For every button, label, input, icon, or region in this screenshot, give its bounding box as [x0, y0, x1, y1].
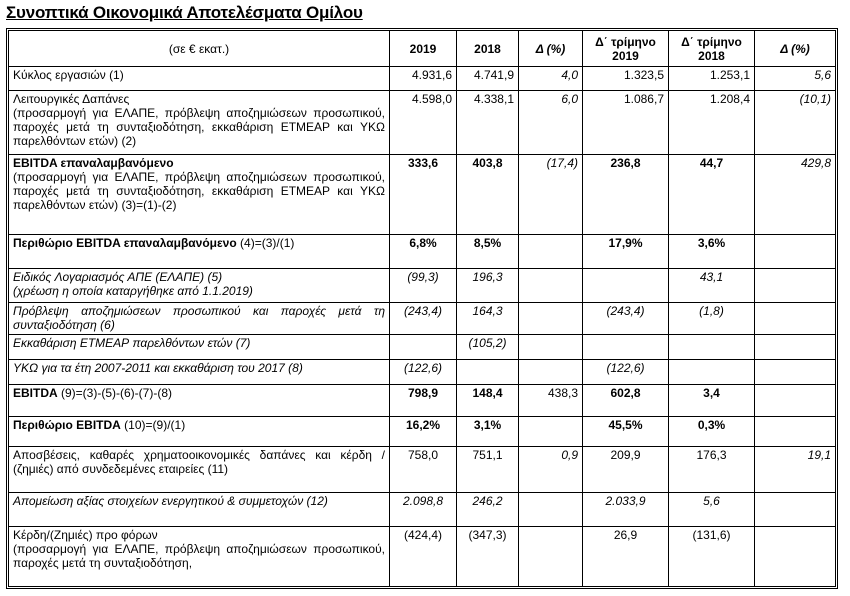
value-delta-q [755, 269, 836, 303]
unit-header: (σε € εκατ.) [9, 31, 390, 67]
value-2018: 4.338,1 [457, 91, 519, 155]
table-row [9, 155, 836, 235]
row-label [9, 155, 390, 235]
value-2019: (424,4) [390, 527, 457, 587]
page-title: Συνοπτικά Οικονομικά Αποτελέσματα Ομίλου [6, 3, 363, 22]
value-2019 [390, 335, 457, 360]
row-title: EBITDA επαναλαμβανόμενο [13, 156, 174, 170]
value-q4-2019: 602,8 [583, 385, 669, 417]
value-delta-q [755, 385, 836, 417]
col-header-q4-2018: Δ΄ τρίμηνο 2018 [669, 31, 755, 67]
value-delta [519, 493, 583, 527]
value-q4-2018: 44,7 [669, 155, 755, 235]
value-2018: 164,3 [457, 303, 519, 335]
row-suffix: (10)=(9)/(1) [120, 418, 186, 432]
value-2019: (99,3) [390, 269, 457, 303]
value-q4-2019: 26,9 [583, 527, 669, 587]
value-delta-q [755, 527, 836, 587]
row-label [9, 235, 390, 269]
value-delta [519, 235, 583, 269]
value-2018: 8,5% [457, 235, 519, 269]
value-delta-q: 19,1 [755, 447, 836, 493]
col-header-delta-q: Δ (%) [755, 31, 836, 67]
value-delta [519, 527, 583, 587]
table-row [9, 493, 836, 527]
value-q4-2018: 3,6% [669, 235, 755, 269]
row-title: EBITDA [13, 386, 58, 400]
table-row [9, 303, 836, 335]
col-header-2019: 2019 [390, 31, 457, 67]
value-delta [519, 269, 583, 303]
value-2018: (105,2) [457, 335, 519, 360]
value-q4-2019: (243,4) [583, 303, 669, 335]
value-q4-2018: 43,1 [669, 269, 755, 303]
table-row [9, 335, 836, 360]
row-label: Αποσβέσεις, καθαρές χρηματοοικονομικές δαπάνες και κέρδη / (ζημιές) από συνδεδεμένες εταιρείες (11) [9, 447, 390, 493]
row-suffix: (9)=(3)-(5)-(6)-(7)-(8) [57, 386, 172, 400]
value-delta-q [755, 335, 836, 360]
value-q4-2019: (122,6) [583, 360, 669, 385]
row-label [9, 385, 390, 417]
value-2019: (122,6) [390, 360, 457, 385]
value-q4-2019: 236,8 [583, 155, 669, 235]
value-delta-q [755, 493, 836, 527]
value-2018: (347,3) [457, 527, 519, 587]
row-label: Πρόβλεψη αποζημιώσεων προσωπικού και παροχές μετά τη συνταξιοδότηση (6) [9, 303, 390, 335]
value-delta-q [755, 303, 836, 335]
value-2019: (243,4) [390, 303, 457, 335]
value-delta: 6,0 [519, 91, 583, 155]
value-delta-q [755, 235, 836, 269]
value-delta: (17,4) [519, 155, 583, 235]
value-q4-2018: (1,8) [669, 303, 755, 335]
value-q4-2018: 1.208,4 [669, 91, 755, 155]
value-delta-q: 5,6 [755, 67, 836, 91]
table-row [9, 269, 836, 303]
value-2018 [457, 360, 519, 385]
value-2018: 246,2 [457, 493, 519, 527]
value-delta [519, 303, 583, 335]
value-delta-q [755, 417, 836, 447]
value-2019: 758,0 [390, 447, 457, 493]
value-2018: 196,3 [457, 269, 519, 303]
value-q4-2018: 0,3% [669, 417, 755, 447]
row-label: Απομείωση αξίας στοιχείων ενεργητικού & συμμετοχών (12) [9, 493, 390, 527]
row-label [9, 417, 390, 447]
value-delta-q [755, 360, 836, 385]
value-q4-2019: 17,9% [583, 235, 669, 269]
col-header-q4-2019: Δ΄ τρίμηνο 2019 [583, 31, 669, 67]
value-q4-2018: 5,6 [669, 493, 755, 527]
value-delta-q: 429,8 [755, 155, 836, 235]
value-q4-2019: 45,5% [583, 417, 669, 447]
col-header-delta: Δ (%) [519, 31, 583, 67]
table-row [9, 360, 836, 385]
value-2019: 4.931,6 [390, 67, 457, 91]
value-q4-2019: 1.323,5 [583, 67, 669, 91]
table-row [9, 417, 836, 447]
value-2019: 2.098,8 [390, 493, 457, 527]
value-2019: 4.598,0 [390, 91, 457, 155]
row-title: Περιθώριο EBITDA επαναλαμβανόμενο [13, 236, 237, 250]
table-row [9, 91, 836, 155]
row-title: Περιθώριο EBITDA [13, 418, 121, 432]
value-q4-2019 [583, 335, 669, 360]
row-note: (προσαρμογή για ΕΛΑΠΕ, πρόβλεψη αποζημιώσεων προσωπικού, παροχές μετά τη συνταξιοδότηση, [13, 542, 385, 570]
value-q4-2018 [669, 335, 755, 360]
row-label [9, 91, 390, 155]
value-2018: 4.741,9 [457, 67, 519, 91]
row-label [9, 269, 390, 303]
value-delta [519, 360, 583, 385]
row-label [9, 527, 390, 587]
col-header-2018: 2018 [457, 31, 519, 67]
table-row [9, 67, 836, 91]
row-title: Ειδικός Λογαριασμός ΑΠΕ (ΕΛΑΠΕ) (5) [13, 270, 223, 284]
financial-results-table [8, 30, 836, 587]
value-2019: 333,6 [390, 155, 457, 235]
table-row [9, 447, 836, 493]
value-delta: 4,0 [519, 67, 583, 91]
row-note: (προσαρμογή για ΕΛΑΠΕ, πρόβλεψη αποζημιώσεων προσωπικού, παροχές μετά τη συνταξιοδότηση, εκκαθάριση ΕΤΜΕΑΡ και ΥΚΩ παρελθόντων ετών) (3)=(1)-(2) [13, 170, 385, 212]
value-delta: 0,9 [519, 447, 583, 493]
value-q4-2018 [669, 360, 755, 385]
value-delta: 438,3 [519, 385, 583, 417]
row-label: Κύκλος εργασιών (1) [9, 67, 390, 91]
value-q4-2018: 176,3 [669, 447, 755, 493]
value-delta [519, 417, 583, 447]
value-2018: 3,1% [457, 417, 519, 447]
value-2018: 751,1 [457, 447, 519, 493]
row-label: Εκκαθάριση ΕΤΜΕΑΡ παρελθόντων ετών (7) [9, 335, 390, 360]
value-q4-2018: 1.253,1 [669, 67, 755, 91]
row-suffix: (4)=(3)/(1) [236, 236, 295, 250]
value-2019: 6,8% [390, 235, 457, 269]
table-row [9, 385, 836, 417]
value-2019: 16,2% [390, 417, 457, 447]
row-note: (προσαρμογή για ΕΛΑΠΕ, πρόβλεψη αποζημιώσεων προσωπικού, παροχές μετά τη συνταξιοδότηση, εκκαθάριση ΕΤΜΕΑΡ και ΥΚΩ παρελθόντων ετών) (2) [13, 106, 385, 148]
value-q4-2019: 1.086,7 [583, 91, 669, 155]
value-2019: 798,9 [390, 385, 457, 417]
header-row [9, 31, 836, 67]
row-note: (χρέωση η οποία καταργήθηκε από 1.1.2019) [13, 284, 253, 298]
value-delta-q: (10,1) [755, 91, 836, 155]
row-title: Κέρδη/(Ζημιές) προ φόρων [13, 528, 158, 542]
value-2018: 148,4 [457, 385, 519, 417]
value-2018: 403,8 [457, 155, 519, 235]
value-delta [519, 335, 583, 360]
value-q4-2018: (131,6) [669, 527, 755, 587]
value-q4-2019: 2.033,9 [583, 493, 669, 527]
table-row [9, 527, 836, 587]
table-row [9, 235, 836, 269]
row-label: ΥΚΩ για τα έτη 2007-2011 και εκκαθάριση του 2017 (8) [9, 360, 390, 385]
value-q4-2019 [583, 269, 669, 303]
value-q4-2019: 209,9 [583, 447, 669, 493]
value-q4-2018: 3,4 [669, 385, 755, 417]
row-title: Λειτουργικές Δαπάνες [13, 92, 130, 106]
